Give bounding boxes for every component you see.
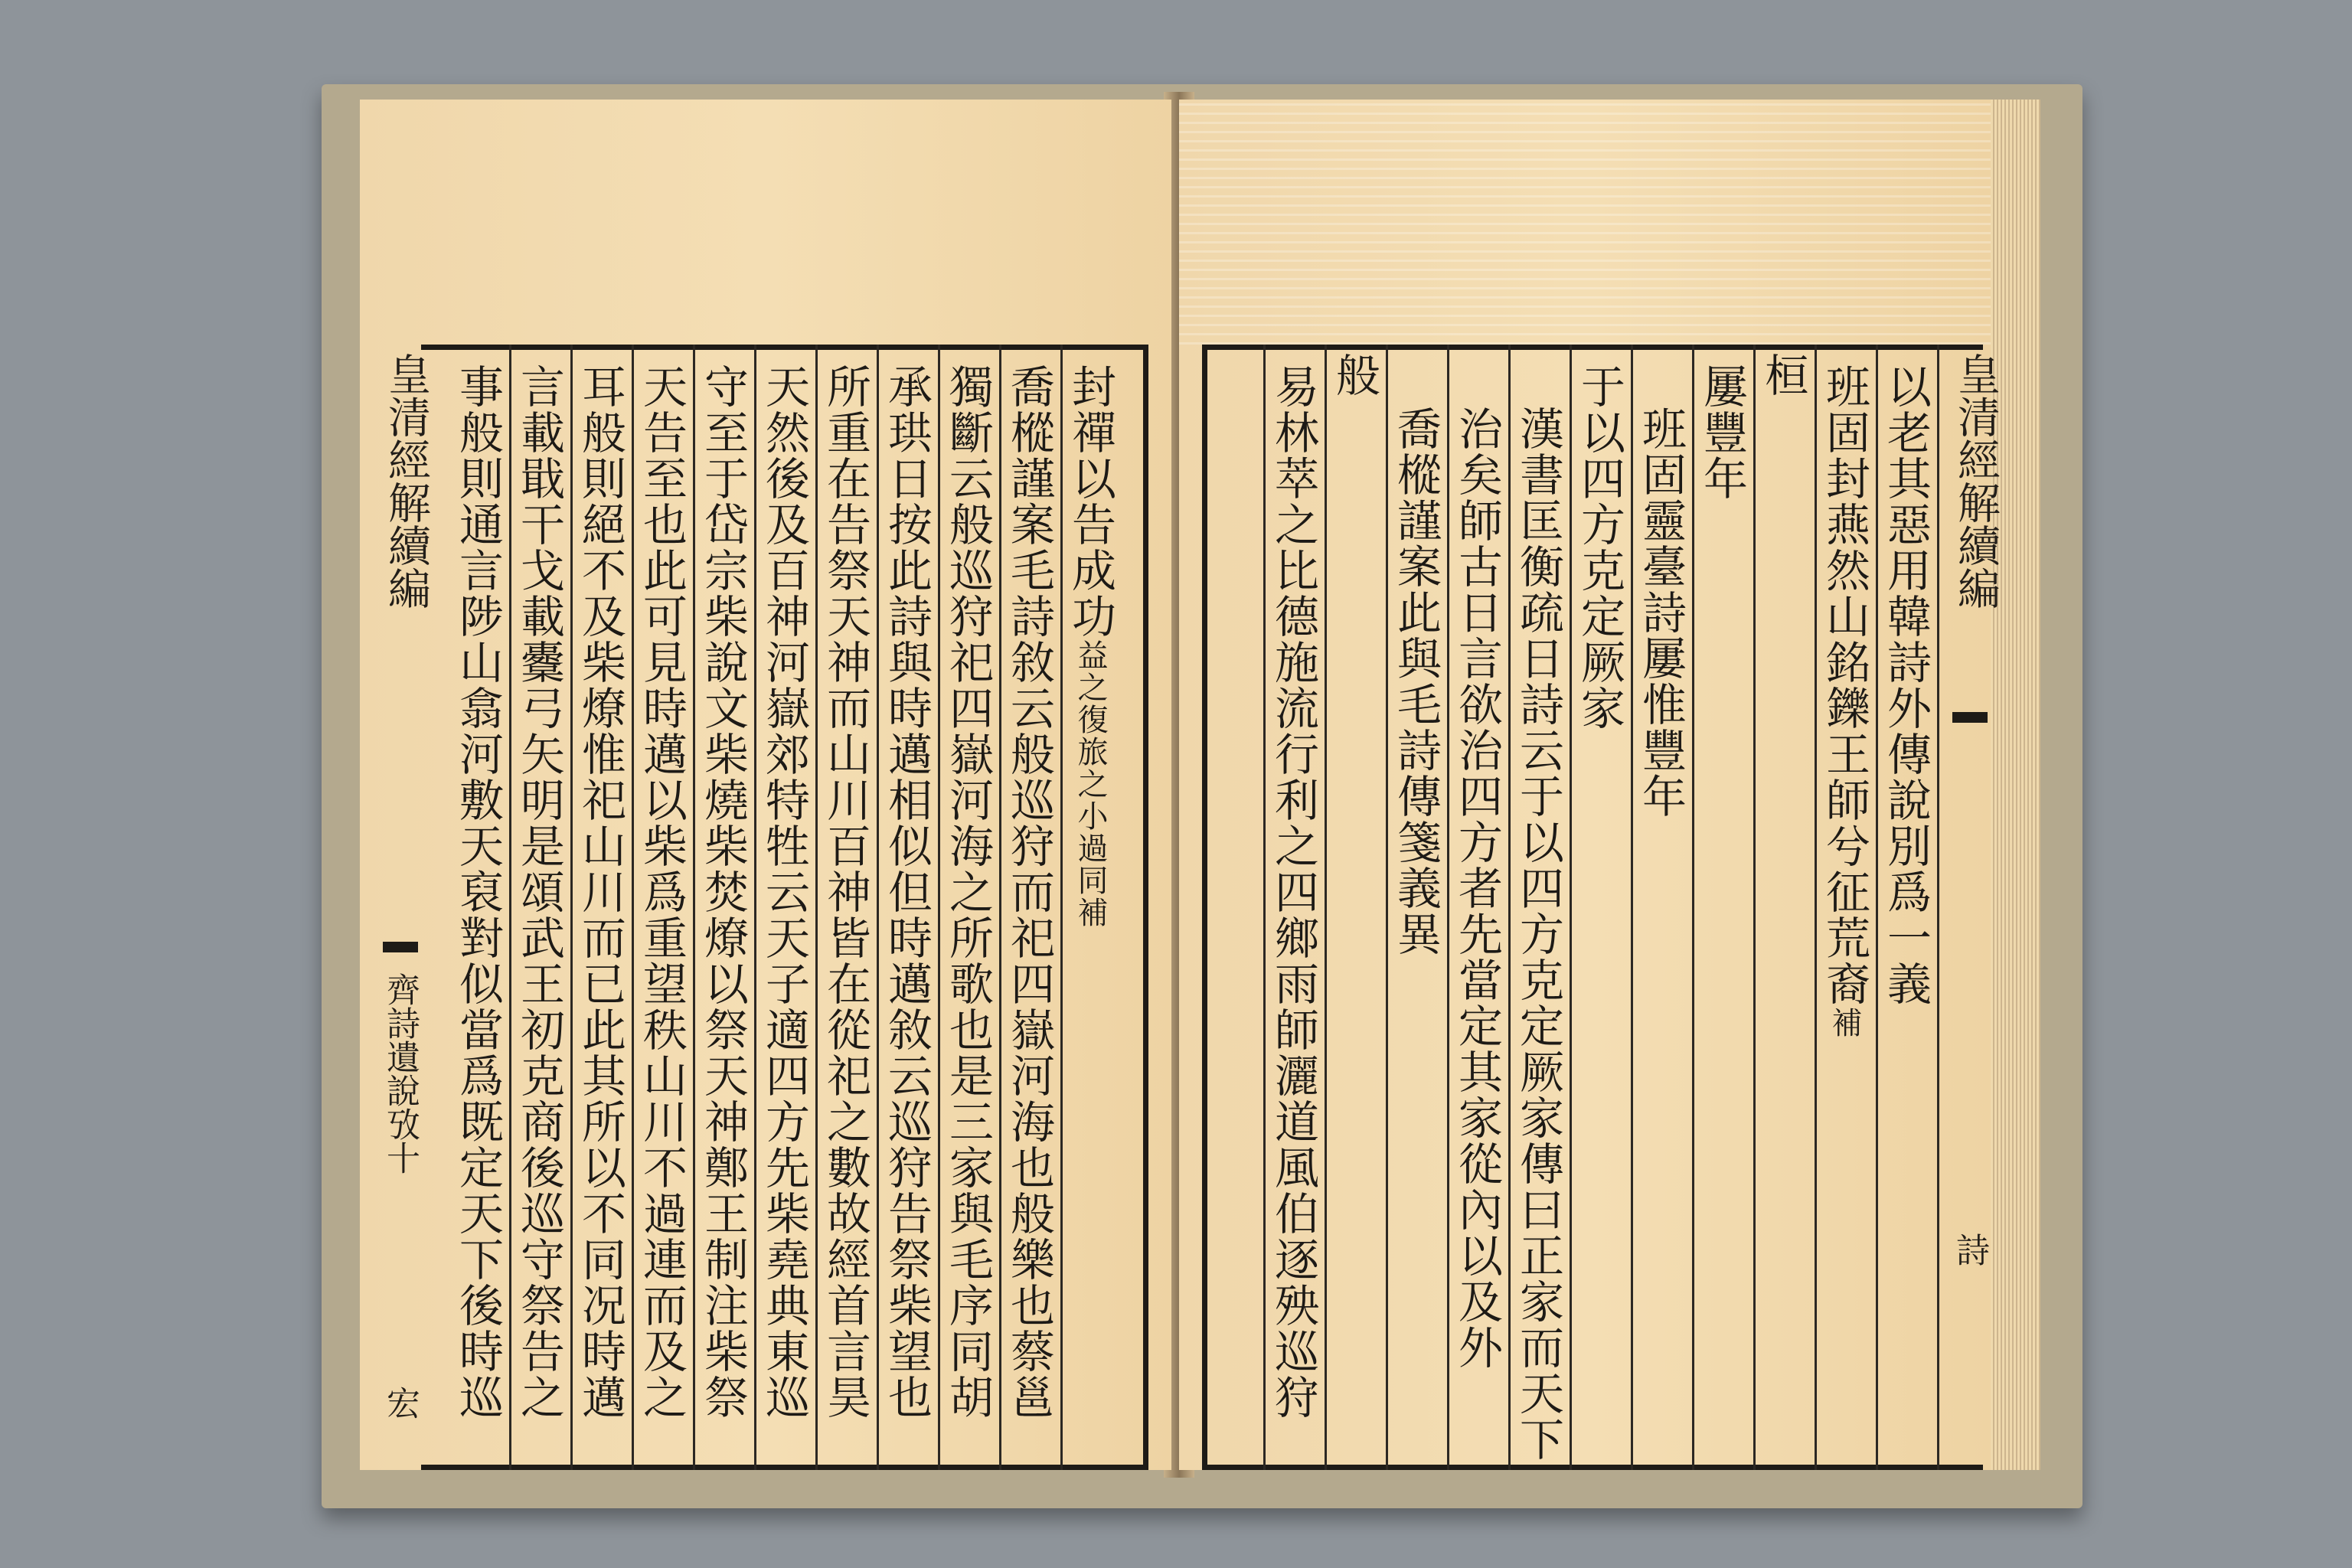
- right-page: [1179, 100, 2001, 1470]
- column-rule: [999, 345, 1001, 1470]
- left-col-10: 言載戢干戈載櫜弓矢明是頌武王初克商後巡守祭告之: [513, 364, 565, 1420]
- left-col-1-main: 封禪以告成功: [1064, 364, 1116, 639]
- left-col-3: 獨斷云般巡狩祀四嶽河海之所歌也是三家與毛序同胡: [942, 364, 994, 1420]
- column-rule: [1263, 345, 1266, 1470]
- right-margin-title: 皇清經解續編: [1951, 352, 2001, 609]
- fish-tail-mark: [383, 942, 418, 952]
- right-col-2: [1818, 364, 1870, 1039]
- right-margin-page-number: 詩: [1950, 1233, 1989, 1266]
- column-rule: [754, 345, 756, 1470]
- right-col-9: 喬樅謹案此與毛詩傳箋義異: [1390, 406, 1442, 957]
- left-margin-title: 皇清經解續編: [381, 352, 431, 609]
- fish-tail-mark: [1952, 712, 1988, 723]
- column-rule: [1876, 345, 1878, 1470]
- left-col-8: 天告至也此可見時邁以柴爲重望秩山川不過連而及之: [635, 364, 688, 1420]
- left-page: [360, 100, 1171, 1470]
- right-col-4: 屢豐年: [1696, 364, 1748, 501]
- left-col-7: 守至于岱宗柴說文柴燒柴焚燎以祭天神鄭王制注柴祭: [697, 364, 749, 1420]
- column-rule: [1570, 345, 1572, 1470]
- right-col-1: 以老其惡用韓詩外傳說別爲一義: [1880, 364, 1932, 1007]
- right-col-2-note: 補: [1827, 1007, 1862, 1039]
- column-rule: [1386, 345, 1388, 1470]
- left-col-11: 事般則通言陟山翕河敷天裒對似當爲既定天下後時巡: [452, 364, 504, 1420]
- column-rule: [1060, 345, 1063, 1470]
- left-col-1-note: 益之復旅之小過同補: [1073, 639, 1108, 929]
- column-rule: [570, 345, 573, 1470]
- right-col-2-main: 班固封燕然山銘鑠王師兮征荒裔: [1818, 364, 1870, 1007]
- column-rule: [509, 345, 511, 1470]
- column-rule: [1508, 345, 1511, 1470]
- right-col-5: 班固靈臺詩屢惟豐年: [1635, 406, 1687, 819]
- right-col-7: 漢書匡衡疏日詩云于以四方克定厥家傳曰正家而天下: [1512, 406, 1564, 1462]
- column-rule: [632, 345, 634, 1470]
- right-col-8: 治矣師古日言欲治四方者先當定其家從內以及外: [1451, 406, 1503, 1370]
- column-rule: [693, 345, 695, 1470]
- column-rule: [938, 345, 940, 1470]
- column-rule: [1447, 345, 1449, 1470]
- left-col-2: 喬樅謹案毛詩敘云般巡狩而祀四嶽河海也般樂也蔡邕: [1003, 364, 1055, 1420]
- column-rule: [815, 345, 818, 1470]
- left-col-4: 承珙日按此詩與時邁相似但時邁敘云巡狩告祭柴望也: [880, 364, 933, 1420]
- left-col-5: 所重在告祭天神而山川百神皆在從祀之數故經首言昊: [819, 364, 871, 1420]
- left-col-6: 天然後及百神河嶽郊特牲云天子適四方先柴堯典東巡: [758, 364, 810, 1420]
- column-rule: [1937, 345, 1939, 1470]
- left-col-1: [1064, 364, 1116, 929]
- right-col-6: 于以四方克定厥家: [1573, 364, 1625, 731]
- column-rule: [1631, 345, 1633, 1470]
- column-rule: [877, 345, 879, 1470]
- right-col-10: 般: [1328, 352, 1380, 398]
- column-rule: [1815, 345, 1817, 1470]
- right-col-11: 易林萃之比德施流行利之四鄉雨師灑道風伯逐殃巡狩: [1267, 364, 1319, 1420]
- left-margin-page-number: 宏: [381, 1386, 420, 1419]
- right-col-3: 桓: [1757, 352, 1809, 398]
- page-edges: [1987, 100, 2040, 1470]
- left-margin-subtitle: 齊詩遺說攷十: [381, 972, 420, 1174]
- paper-texture: [1179, 100, 1991, 345]
- column-rule: [1692, 345, 1694, 1470]
- left-col-9: 耳般則絕不及柴燎惟祀山川而已此其所以不同况時邁: [574, 364, 626, 1420]
- column-rule: [1753, 345, 1756, 1470]
- column-rule: [1325, 345, 1327, 1470]
